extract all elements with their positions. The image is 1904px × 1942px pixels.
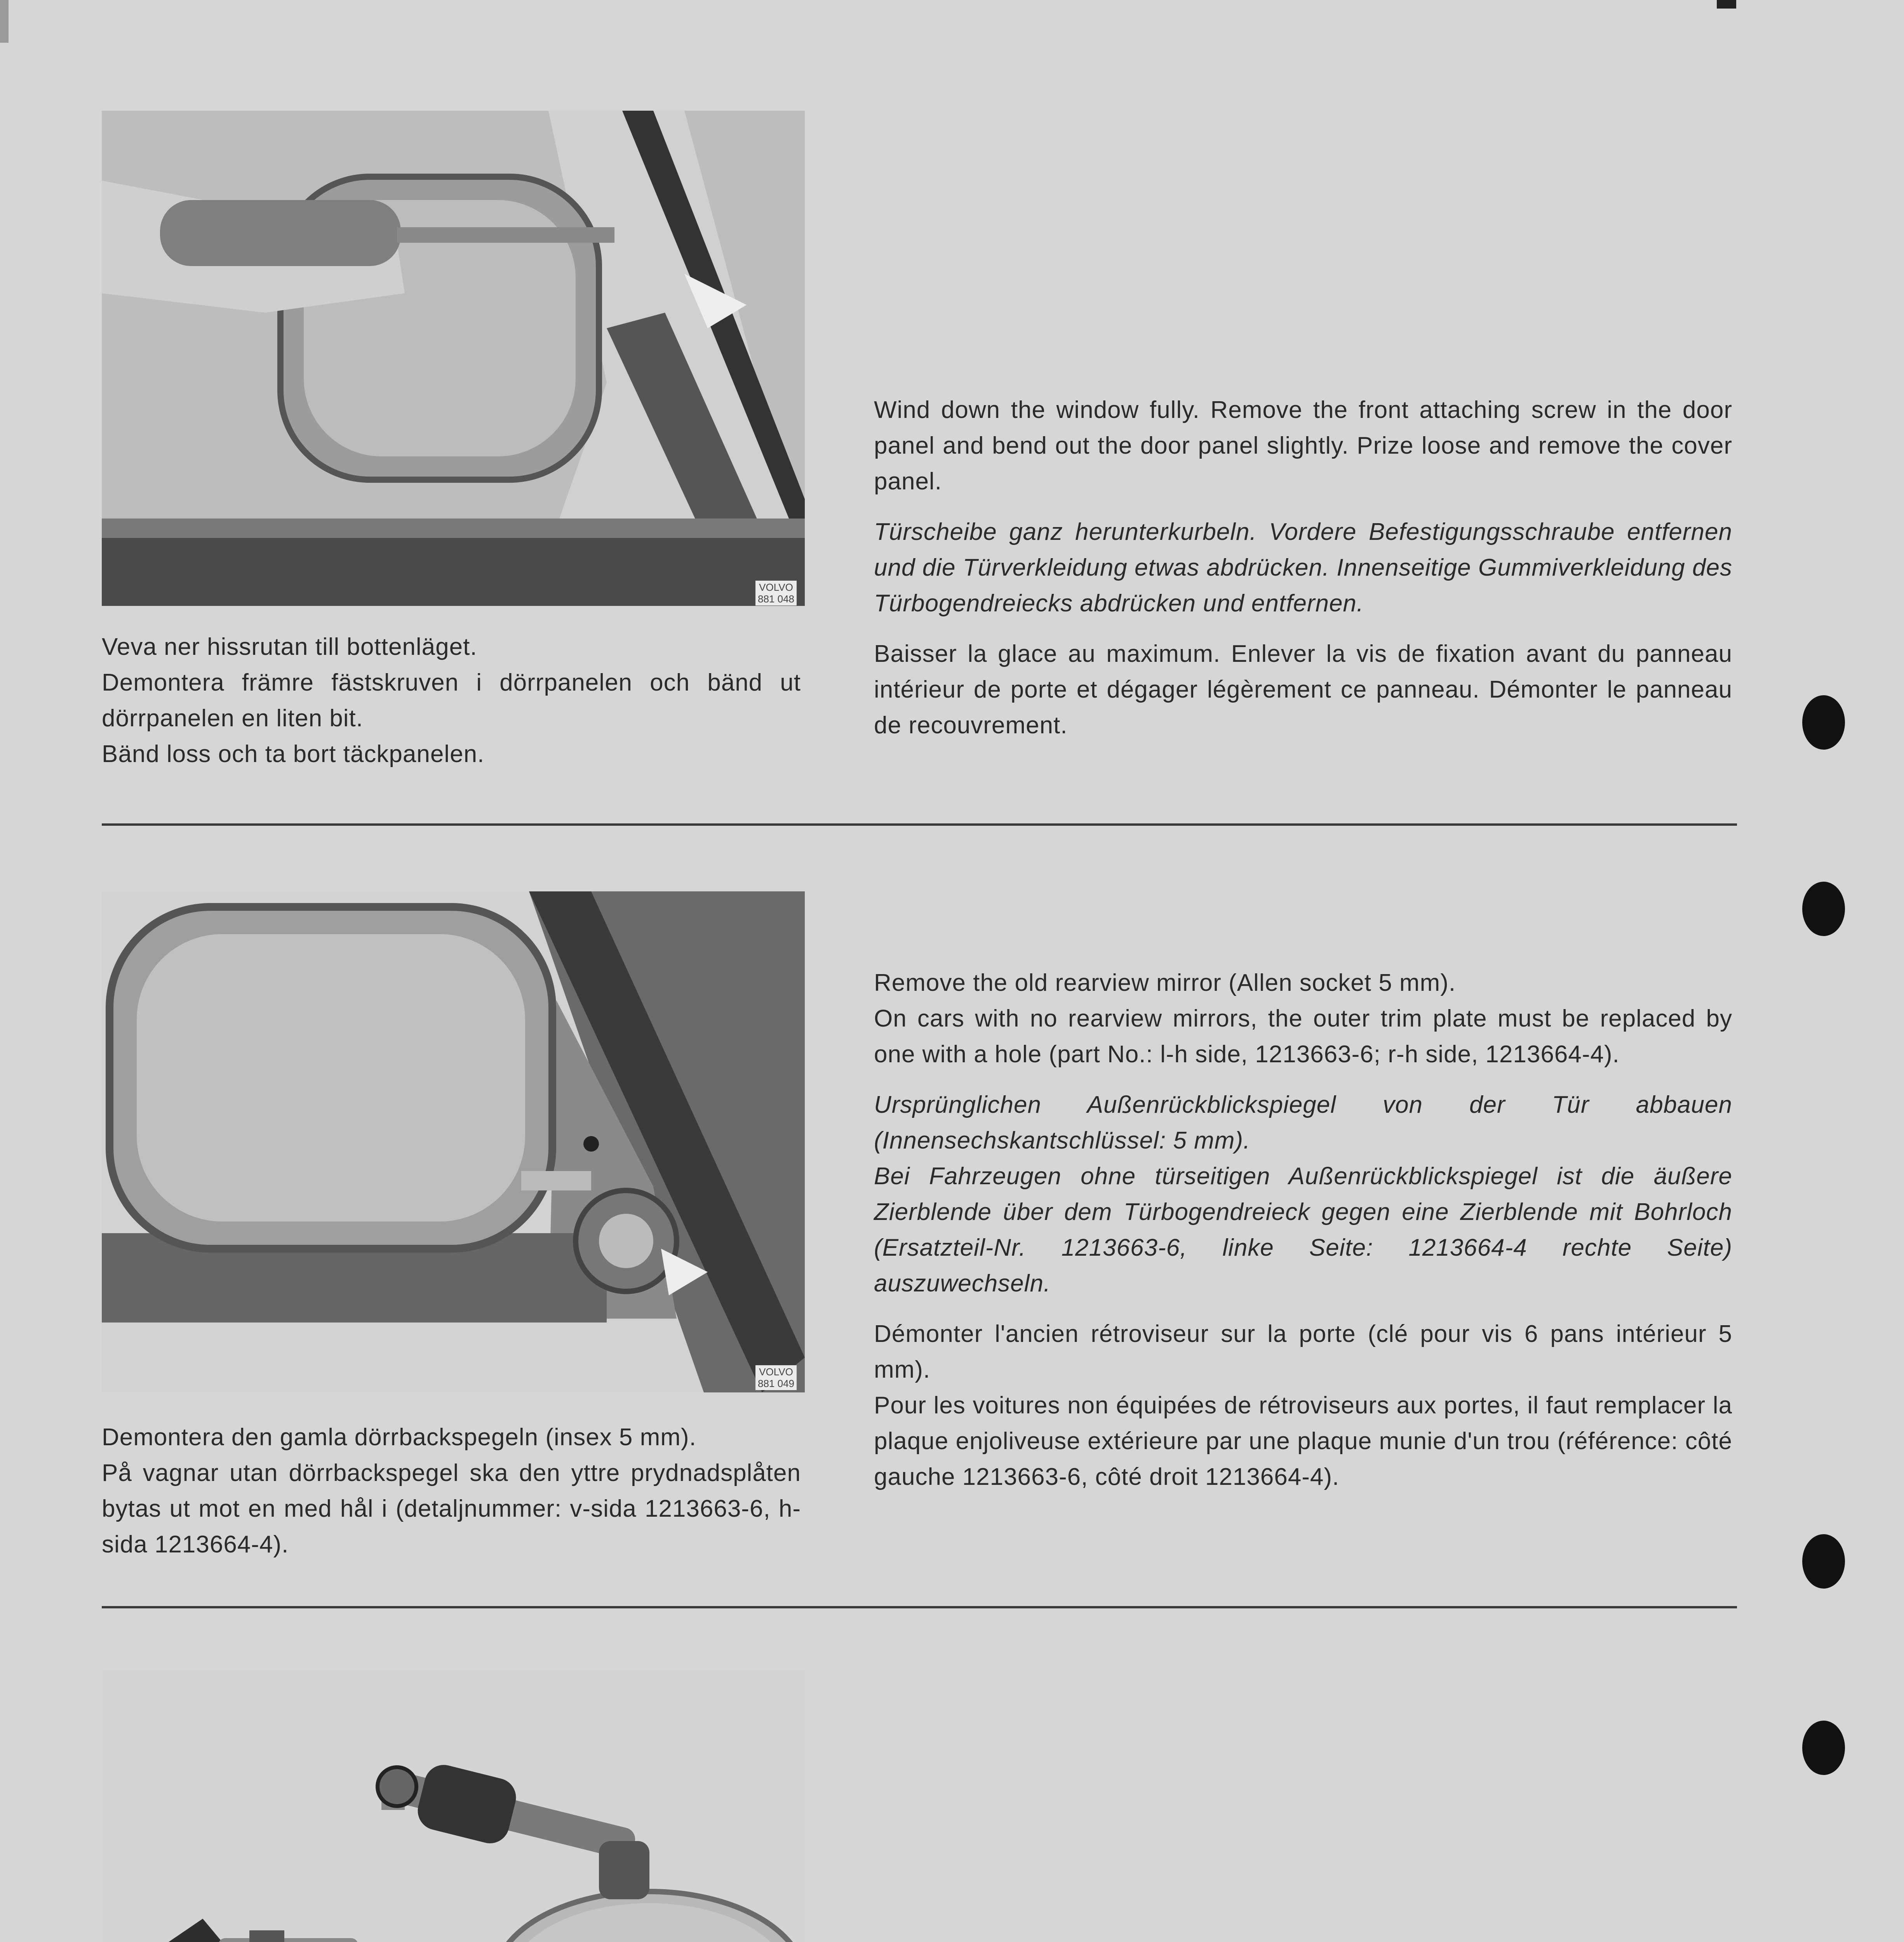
english-text: Remove the old rearview mirror (Allen socket 5 mm). [874, 969, 1456, 996]
old-mirror-illustration [102, 891, 805, 1392]
swedish-line: Bänd loss och ta bort täckpanelen. [102, 741, 485, 767]
swedish-line: Demontera främre fästskruven i dörrpanelen och bänd ut dörrpanelen en liten bit. [102, 669, 801, 732]
french-text: Baisser la glace au maximum. Enlever la vis de fixation avant du panneau intérieur de porte et dégager légèrement ce panneau. Démonter le panneau de recouvrement. [874, 640, 1732, 739]
french-block [874, 1316, 1732, 1495]
scan-mark [1717, 0, 1736, 9]
multilingual-text-2 [874, 965, 1732, 1510]
binder-hole [1802, 882, 1845, 936]
swedish-text-1 [102, 629, 801, 772]
page-edge [0, 0, 9, 43]
english-text: Wind down the window fully. Remove the front attaching screw in the door panel and bend out the door panel slightly. Prize loose and remove the cover panel. [874, 397, 1732, 495]
swedish-line: På vagnar utan dörrbackspegel ska den yttre prydnadsplåten bytas ut mot en med hål i (detaljnummer: v-sida 1213663-6, h-sida 1213664-4). [102, 1460, 801, 1558]
figure-code: VOLVO 881 048 [755, 581, 797, 606]
french-text: Pour les voitures non équipées de rétroviseurs aux portes, il faut remplacer la plaque enjoliveuse extérieure par une plaque munie d'un trou (référence: côté gauche 1213663-6, côté droit 1213664-4). [874, 1392, 1732, 1490]
swedish-line: Veva ner hissrutan till bottenläget. [102, 633, 477, 660]
binder-hole [1802, 1721, 1845, 1775]
french-text: Démonter l'ancien rétroviseur sur la porte (clé pour vis 6 pans intérieur 5 mm). [874, 1321, 1732, 1383]
binder-hole [1802, 695, 1845, 750]
door-panel-illustration [102, 111, 805, 606]
swedish-text-2 [102, 1420, 801, 1563]
section-divider [102, 1606, 1737, 1608]
german-text: Türscheibe ganz herunterkurbeln. Vordere Befestigungsschraube entfernen und die Türverkleidung etwas abdrücken. Innenseitige Gummiverkleidung des Türbogendreiecks abdrücken und entfernen. [874, 519, 1732, 617]
swedish-line: Demontera den gamla dörrbackspegeln (insex 5 mm). [102, 1424, 696, 1451]
section-divider [102, 823, 1737, 826]
german-text: Ursprünglichen Außenrückblickspiegel von der Tür abbauen (Innensechskantschlüssel: 5 mm). [874, 1091, 1732, 1154]
english-text: On cars with no rearview mirrors, the outer trim plate must be replaced by one with a hole (part No.: l-h side, 1213663-6; r-h side, 1213664-4). [874, 1005, 1732, 1068]
german-text: Bei Fahrzeugen ohne türseitigen Außenrückblickspiegel ist die äußere Zierblende über dem Türbogendreieck gegen eine Zierblende mit Bohrloch (Ersatzteil-Nr. 1213663-6, linke Seite: 1213664-4 rechte Seite) auszuwechseln. [874, 1163, 1732, 1297]
english-block [874, 965, 1732, 1072]
mirror-parts-illustration [102, 1670, 805, 1942]
photo-removing-door-panel [102, 111, 805, 606]
binder-hole [1802, 1534, 1845, 1589]
photo-mirror-parts [102, 1670, 805, 1942]
photo-removing-old-mirror [102, 891, 805, 1392]
german-block [874, 1087, 1732, 1302]
multilingual-text-1 [874, 392, 1732, 758]
figure-code: VOLVO 881 049 [755, 1365, 797, 1390]
